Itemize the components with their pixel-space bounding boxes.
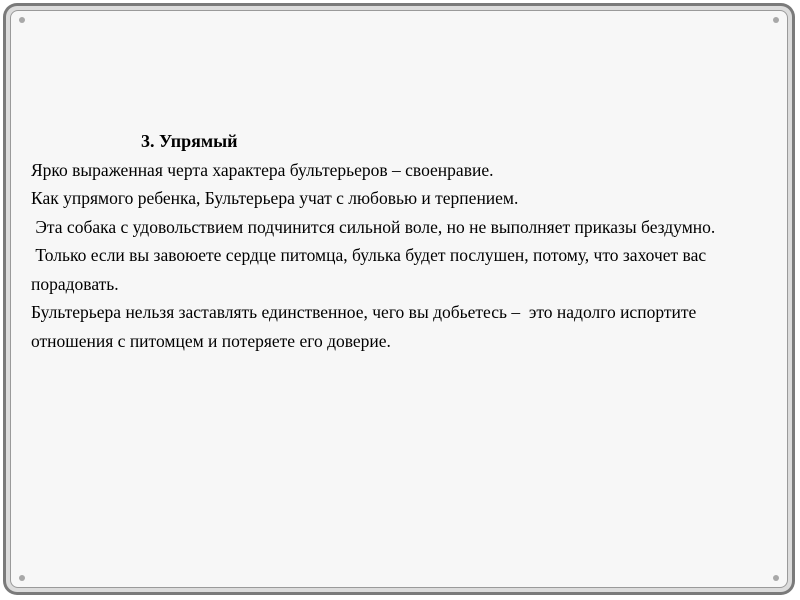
corner-dot-top-left: [19, 17, 25, 23]
slide-text-block: [31, 127, 771, 355]
corner-dot-top-right: [773, 17, 779, 23]
paragraph-4: Только если вы завоюете сердце питомца, булька будет послушен, потому, что захочет вас порадовать.: [31, 245, 711, 294]
paragraph-1: Ярко выраженная черта характера бультерьеров – своенравие.: [31, 159, 494, 180]
paragraph-3: Эта собака с удовольствием подчинится сильной воле, но не выполняет приказы бездумно.: [31, 216, 716, 237]
slide-frame-inner: [6, 6, 792, 592]
corner-dot-bottom-right: [773, 575, 779, 581]
corner-dot-bottom-left: [19, 575, 25, 581]
slide-canvas: [10, 10, 788, 588]
slide-frame: [3, 3, 795, 595]
paragraph-2: Как упрямого ребенка, Бультерьера учат с любовью и терпением.: [31, 188, 519, 208]
paragraph-5: Бультерьера нельзя заставлять единственное, чего вы добьетесь – это надолго испортите отношения с питомцем и потеряете его доверие.: [31, 302, 701, 351]
slide-heading: 3. Упрямый: [141, 131, 238, 151]
